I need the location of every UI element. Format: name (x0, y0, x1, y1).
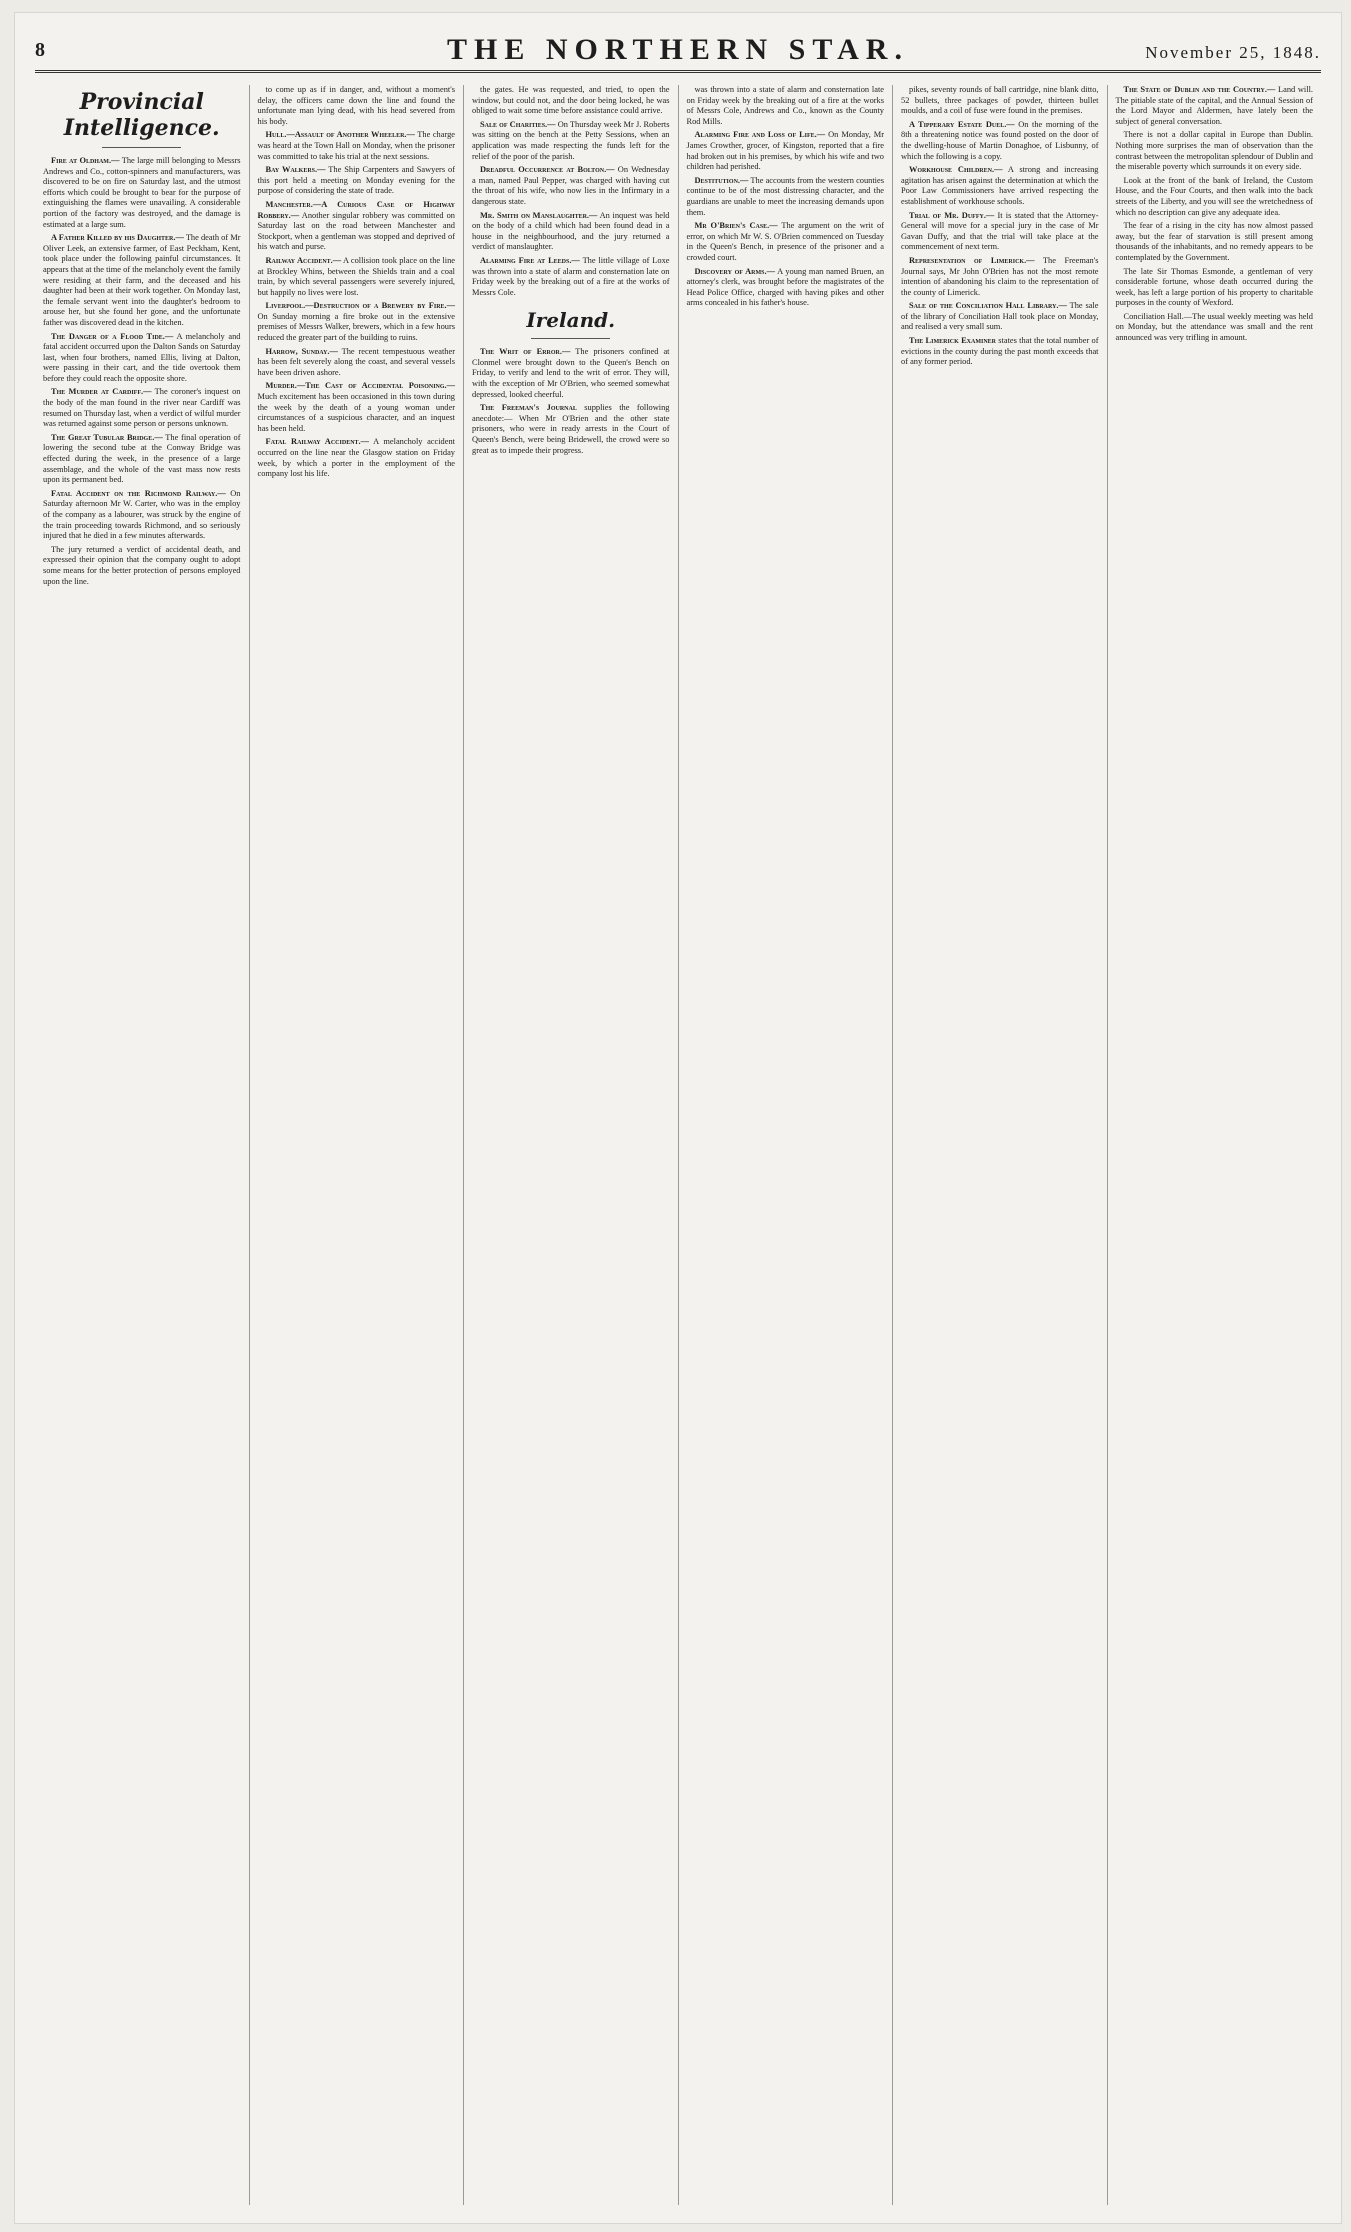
article-paragraph (687, 267, 885, 309)
article-text: On Wednesday a man, named Paul Pepper, was charged with having cut the throat of his wife, who now lies in the Infirmary in a dangerous state. (472, 165, 670, 206)
article-lead: Murder.—The Cast of Accidental Poisoning.— (265, 381, 455, 391)
article-paragraph (472, 85, 670, 117)
article-lead: Trial of Mr. Duffy.— (909, 210, 995, 220)
article-paragraph (687, 176, 885, 218)
article-lead: The Writ of Error.— (480, 347, 571, 357)
article-lead: The Great Tubular Bridge.— (51, 432, 163, 442)
article-lead: Fire at Oldham.— (51, 156, 120, 165)
article-lead: Manchester.—A Curious Case of Highway Robbery.— (257, 199, 455, 220)
article-lead: The Limerick Examiner (909, 336, 996, 346)
article-lead: A Tipperary Estate Duel.— (909, 119, 1015, 129)
article-paragraph (901, 120, 1099, 162)
article-lead: The Danger of a Flood Tide.— (51, 331, 174, 341)
article-paragraph (687, 221, 885, 263)
article-text: Another singular robbery was committed on Saturday last on the road between Manchester and Stockport, when a gentleman was stopped and deprived of his watch and purse. (257, 210, 455, 252)
article-text: The sale of the library of Conciliation Hall took place on Monday, and realised a very small sum. (901, 301, 1099, 332)
issue-date: November 25, 1848. (1145, 43, 1321, 62)
article-text: A melancholy accident occurred on the line near the Glasgow station on Friday week, by which a porter in the employment of the company lost his life. (257, 437, 455, 479)
article-text: Much excitement has been occasioned in this town during the week by the death of a young woman under circumstances of a suspicious character, and an inquest has been held. (257, 392, 455, 433)
article-paragraph (43, 387, 241, 429)
article-text: The fear of a rising in the city has now almost passed away, but the fear of starvation is still present among thousands of the inhabitants, and no remedy appears to be contemplated by the Government. (1115, 221, 1313, 262)
article-paragraph (1116, 267, 1314, 309)
article-text: A collision took place on the line at Brockley Whins, between the Shields train and a coal train, by which several passengers were severely injured, but happily no lives were lost. (257, 255, 455, 297)
article-text: An inquest was held on the body of a child which had been found dead in a house in the neighbourhood, and the jury returned a verdict of manslaughter. (472, 210, 670, 252)
article-paragraph (258, 165, 456, 197)
article-text: The recent tempestuous weather has been felt severely along the coast, and several vessels have been driven ashore. (257, 346, 455, 377)
article-paragraph (258, 347, 456, 379)
columns (35, 85, 1321, 2205)
article-text: A strong and increasing agitation has arisen against the determination at which the Poor Law Commissioners have arrived respecting the establishment of workhouse schools. (901, 165, 1099, 206)
article-lead: Alarming Fire and Loss of Life.— (694, 130, 826, 140)
column-2 (250, 85, 465, 2205)
article-text: The Ship Carpenters and Sawyers of this port held a meeting on Monday evening for the purpose of considering the state of trade. (257, 165, 455, 196)
article-text: There is not a dollar capital in Europe than Dublin. Nothing more surprises the man of observation than the contrast between the metropolitan splendour of Dublin and the miserable poverty which surrounds it on every side. (1115, 130, 1313, 172)
articles (472, 347, 670, 456)
article-paragraph (1116, 176, 1314, 218)
article-text: The charge was heard at the Town Hall on Monday, when the prisoner was committed to take his trial at the next sessions. (257, 130, 455, 161)
article-text: A melancholy and fatal accident occurred upon the Dalton Sands on Saturday last, when four brothers, named Ellis, living at Dalton, were passing in their cart, and the tide overtook them before they could reach the opposite shore. (43, 331, 241, 383)
articles (258, 85, 456, 480)
article-paragraph (258, 85, 456, 127)
newspaper-page (14, 12, 1342, 2224)
article-paragraph (901, 165, 1099, 207)
article-paragraph (258, 256, 456, 298)
article-text: On Sunday morning a fire broke out in the extensive premises of Messrs Walker, brewers, which in a few hours reduced the greater part of the building to ruins. (257, 311, 455, 343)
article-paragraph (43, 233, 241, 328)
article-text: supplies the following anecdote:— When Mr O'Brien and the other state prisoners, who were in ready arrests in the Court of Queen's Bench, were being Bridewell, the crowd were so great as to impede their progress. (472, 403, 670, 455)
article-lead: Mr O'Brien's Case.— (694, 221, 778, 231)
heading-rule (531, 338, 610, 339)
column-1 (35, 85, 250, 2205)
article-paragraph (472, 165, 670, 207)
article-lead: Destitution.— (694, 175, 749, 185)
article-lead: A Father Killed by his Daughter.— (51, 233, 184, 243)
article-paragraph (43, 332, 241, 385)
article-lead: Railway Accident.— (265, 255, 342, 265)
article-text: states that the total number of evictions in the county during the past month exceeds that of any former period. (901, 336, 1099, 367)
article-text: The jury returned a verdict of accidental death, and expressed their opinion that the company ought to adopt some means for the better protection of persons employed upon the line. (43, 544, 241, 586)
article-text: the gates. He was requested, and tried, to open the window, but could not, and the door being locked, he was obliged to wait some time before assistance could arrive. (472, 85, 670, 116)
article-paragraph (687, 85, 885, 127)
column-5 (893, 85, 1108, 2205)
article-paragraph (472, 211, 670, 253)
article-paragraph (472, 347, 670, 400)
article-lead: Sale of Charities.— (480, 119, 556, 129)
article-lead: Representation of Limerick.— (909, 255, 1035, 265)
article-lead: Fatal Accident on the Richmond Railway.— (51, 488, 226, 498)
article-paragraph (472, 120, 670, 162)
article-paragraph (43, 156, 241, 230)
article-text: The final operation of lowering the second tube at the Conway Bridge was effected during the week, in the presence of a large assemblage, and the whole of the vast mass now rests upon its permanent bed. (43, 432, 241, 485)
article-paragraph (258, 301, 456, 343)
article-lead: Fatal Railway Accident.— (265, 437, 369, 447)
article-paragraph (258, 200, 456, 253)
section-heading-ireland: Ireland. (526, 308, 616, 333)
article-text: On Monday, Mr James Crowther, grocer, of Kingston, reported that a fire had broken out in his premises, by which his wife and two children had perished. (686, 130, 884, 172)
article-paragraph (1116, 130, 1314, 172)
article-text: The prisoners confined at Clonmel were brought down to the Queen's Bench on Friday, to verify and lend to the writ of error. They will, with the exception of Mr O'Brien, who seemed somewhat depressed, looked cheerful. (472, 347, 670, 399)
article-lead: Hull.—Assault of Another Wheeler.— (265, 130, 415, 140)
column-3 (464, 85, 679, 2205)
article-text: A young man named Bruen, an attorney's clerk, was brought before the magistrates of the Head Police Office, charged with having pikes and other arms concealed in his father's house. (686, 266, 885, 308)
article-paragraph (901, 256, 1099, 298)
paper-title: THE NORTHERN STAR. (447, 33, 909, 66)
article-text: Conciliation Hall.—The usual weekly meeting was held on Monday, but the attendance was small and the rent announced was very trifling in amount. (1115, 311, 1313, 343)
article-paragraph (901, 336, 1099, 368)
article-paragraph (1116, 85, 1314, 127)
article-lead: Workhouse Children.— (909, 165, 1003, 175)
article-text: On Thursday week Mr J. Roberts was sitting on the bench at the Petty Sessions, when an application was made respecting the funds left for the relief of the poor of the parish. (472, 119, 670, 161)
article-text: It is stated that the Attorney-General will move for a special jury in the case of Mr Gavan Duffy, and that the trial will take place at the commencement of next term. (901, 210, 1099, 252)
article-text: Look at the front of the bank of Ireland, the Custom House, and the Four Courts, and then walk into the back streets of the Liberty, and you will see the wretchedness of which no description can give any adequate idea. (1115, 175, 1313, 217)
article-lead: Harrow, Sunday.— (265, 346, 338, 356)
article-text: The late Sir Thomas Esmonde, a gentleman of very considerable fortune, whose death occurred during the week, has left a large portion of his property to charitable purposes in the county of Wexford. (1115, 266, 1313, 308)
article-paragraph (1116, 221, 1314, 263)
section-heading-provincial: Provincial Intelligence. (63, 89, 220, 141)
article-paragraph (472, 403, 670, 456)
article-lead: Liverpool.—Destruction of a Brewery by Fire.— (265, 301, 455, 311)
column-6 (1108, 85, 1322, 2205)
articles (687, 85, 885, 309)
article-paragraph (901, 211, 1099, 253)
article-paragraph (43, 433, 241, 486)
article-lead: Alarming Fire at Leeds.— (480, 255, 580, 265)
articles (472, 85, 670, 298)
article-text: pikes, seventy rounds of ball cartridge, nine blank ditto, 52 bullets, three packages of powder, thirteen bullet moulds, and a coil of fuse were found in the premises. (901, 85, 1099, 116)
article-lead: Sale of the Conciliation Hall Library.— (909, 301, 1067, 311)
article-text: Land will. The pitiable state of the capital, and the Annual Session of the Lord Mayor and Aldermen, have lately been the subject of general conversation. (1115, 85, 1313, 126)
page-number: 8 (35, 39, 45, 61)
article-text: The death of Mr Oliver Leek, an extensive farmer, of East Peckham, Kent, took place under the following painful circumstances. It appears that at the time of the melancholy event the family were residing at their farm, and the deceased and his daughter had been at their work together. On Monday last, the female servant went into the daughter's bedroom to arouse her, but she found her gone, and the unfortunate father was discovered dead in the kitchen. (43, 233, 241, 327)
articles (901, 85, 1099, 368)
article-text: to come up as if in danger, and, without a moment's delay, the officers came down the line and found the unfortunate man lying dead, with his head severed from his body. (257, 85, 455, 126)
masthead (35, 33, 1321, 73)
article-lead: Dreadful Occurrence at Bolton.— (480, 165, 615, 175)
article-text: The little village of Loxe was thrown into a state of alarm and consternation late on Friday week by the breaking out of a fire at the works of Messrs Cole. (472, 255, 670, 297)
article-lead: The Freeman's Journal (480, 403, 577, 413)
article-text: The large mill belonging to Messrs Andrews and Co., cotton-spinners and manufacturers, was discovered to be on fire on Saturday last, and the utmost efforts which could be brought to bear for the purpose of extinguishing the flames were unavailing. A considerable portion of the factory was destroyed, and the damage is estimated at a large sum. (43, 156, 241, 229)
article-text: The Freeman's Journal says, Mr John O'Brien has not the most remote intention of abandoning his claim to the representation of the county of Limerick. (901, 255, 1099, 297)
article-paragraph (687, 130, 885, 172)
article-text: The argument on the writ of error, on which Mr W. S. O'Brien commenced on Tuesday in the Queen's Bench, in presence of the prisoner and a crowded court. (686, 221, 884, 262)
article-paragraph (43, 545, 241, 587)
article-paragraph (901, 301, 1099, 333)
article-text: The coroner's inquest on the body of the man found in the river near Cardiff was resumed on Thursday last, when a verdict of wilful murder was returned against some person or persons unknown. (43, 387, 241, 429)
article-lead: Bay Walkers.— (265, 165, 326, 175)
heading-rule (102, 147, 181, 148)
article-lead: Mr. Smith on Manslaughter.— (480, 210, 598, 220)
article-lead: Discovery of Arms.— (694, 266, 775, 276)
article-paragraph (43, 489, 241, 542)
article-paragraph (258, 130, 456, 162)
column-4 (679, 85, 894, 2205)
articles (43, 156, 241, 587)
article-text: On the morning of the 8th a threatening notice was found posted on the door of the dwelling-house of Martin Donaghoe, of Lisbunny, of which the following is a copy. (901, 119, 1099, 161)
article-paragraph (901, 85, 1099, 117)
article-lead: The Murder at Cardiff.— (51, 387, 152, 397)
article-text: was thrown into a state of alarm and consternation late on Friday week by the breaking out of a fire at the works of Messrs Cole, Andrews and Co., known as the County Rod Mills. (686, 85, 884, 126)
article-paragraph (258, 437, 456, 479)
article-lead: The State of Dublin and the Country.— (1123, 85, 1276, 94)
article-paragraph (1116, 312, 1314, 344)
article-text: On Saturday afternoon Mr W. Carter, who was in the employ of the company as a labourer, was struck by the engine of the train proceeding towards Richmond, and so seriously injured that he died in a few minutes afterwards. (43, 488, 241, 541)
articles (1116, 85, 1314, 344)
article-paragraph (258, 381, 456, 434)
article-paragraph (472, 256, 670, 298)
article-text: The accounts from the western counties continue to be of the most distressing character, and the guardians are unable to meet the increasing demands upon them. (686, 175, 884, 217)
